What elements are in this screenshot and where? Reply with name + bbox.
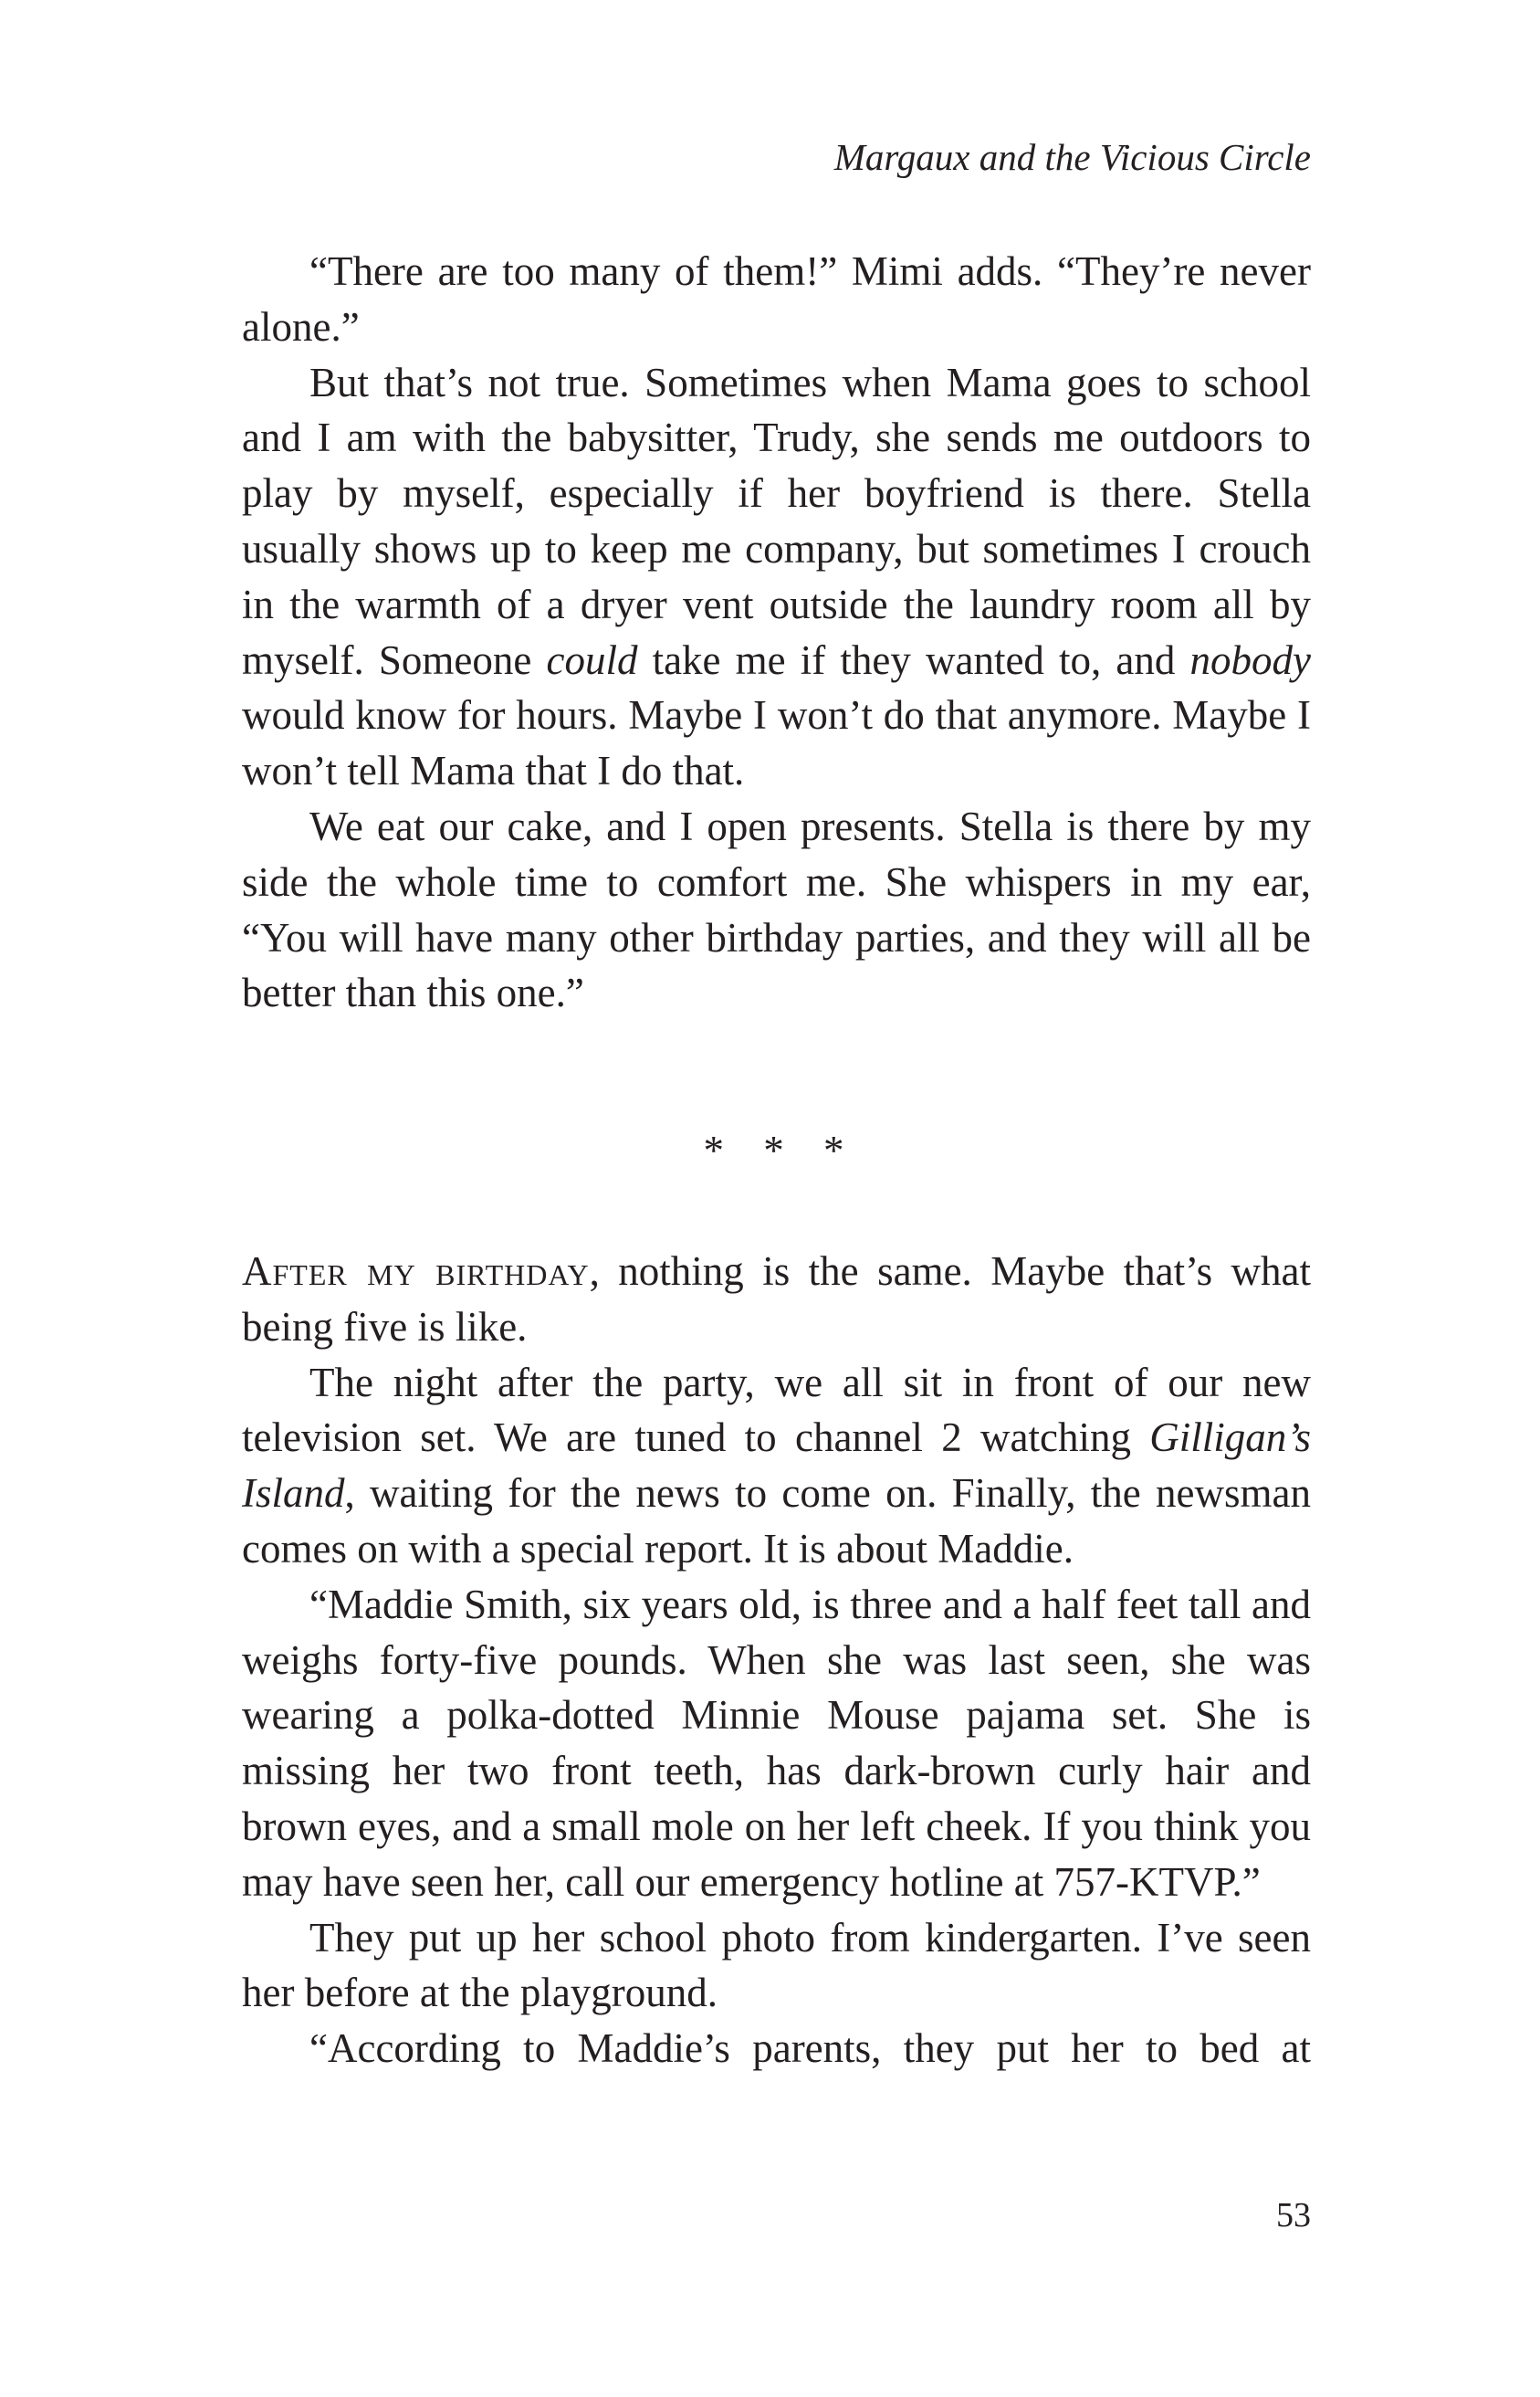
paragraph (242, 1577, 1311, 1910)
page-number: 53 (1276, 2196, 1311, 2234)
italic-text: nobody (1189, 636, 1312, 683)
paragraph-text: , nothing is the same. Maybe that’s what being five is like. (242, 1248, 1311, 1350)
paragraph-text: But that’s not true. Sometimes when Mama goes to school and I am with the babysitter, Trudy, she sends me outdoors to play by myself, especially if her boyfriend is there. Stella usually shows up to keep me company, but sometimes I crouch in the warmth of a dryer vent outside the laundry room all by myself. Someone (242, 359, 1311, 683)
paragraph (242, 244, 1311, 355)
paragraph (242, 2021, 1311, 2076)
paragraph-text: “Maddie Smith, six years old, is three and a half feet tall and weighs forty-five pounds. When she was last seen, she was wearing a polka-dotted Minnie Mouse pajama set. She is missing her two front teeth, has dark-brown curly hair and brown eyes, and a small mole on her left cheek. If you think you may have seen her, call our emergency hotline at 757-KTVP.” (242, 1581, 1311, 1905)
paragraph-text: They put up her school photo from kindergarten. I’ve seen her before at the playground. (242, 1914, 1311, 2016)
paragraph-text: “According to Maddie’s parents, they put her to bed at (309, 2025, 1311, 2072)
body-text-top (242, 244, 1311, 1021)
paragraph (242, 355, 1311, 799)
paragraph (242, 799, 1311, 1021)
paragraph (242, 1355, 1311, 1577)
paragraph (242, 1244, 1311, 1355)
paragraph-text: take me if they wanted to, and (637, 636, 1190, 683)
paragraph-text: would know for hours. Maybe I won’t do that anymore. Maybe I won’t tell Mama that I do that. (242, 692, 1311, 794)
paragraph-text: , waiting for the news to come on. Finally, the newsman comes on with a special report. It is about Maddie. (242, 1470, 1311, 1572)
paragraph-text: “There are too many of them!” Mimi adds. “They’re never alone.” (242, 248, 1311, 350)
paragraph-text: We eat our cake, and I open presents. Stella is there by my side the whole time to comfort me. She whispers in my ear, “You will have many other birthday parties, and they will all be better than this one.” (242, 803, 1311, 1016)
body-text-bottom (242, 1244, 1311, 2076)
italic-text: Gilligan’s Island (242, 1414, 1311, 1517)
smallcaps-lead-in: After my birthday (242, 1248, 590, 1294)
running-head: Margaux and the Vicious Circle (833, 136, 1311, 178)
paragraph-text: The night after the party, we all sit in front of our new television set. We are tuned to channel 2 watching (242, 1359, 1311, 1461)
scene-break: * * * (703, 1128, 859, 1173)
italic-text: could (546, 636, 638, 683)
paragraph (242, 1910, 1311, 2022)
